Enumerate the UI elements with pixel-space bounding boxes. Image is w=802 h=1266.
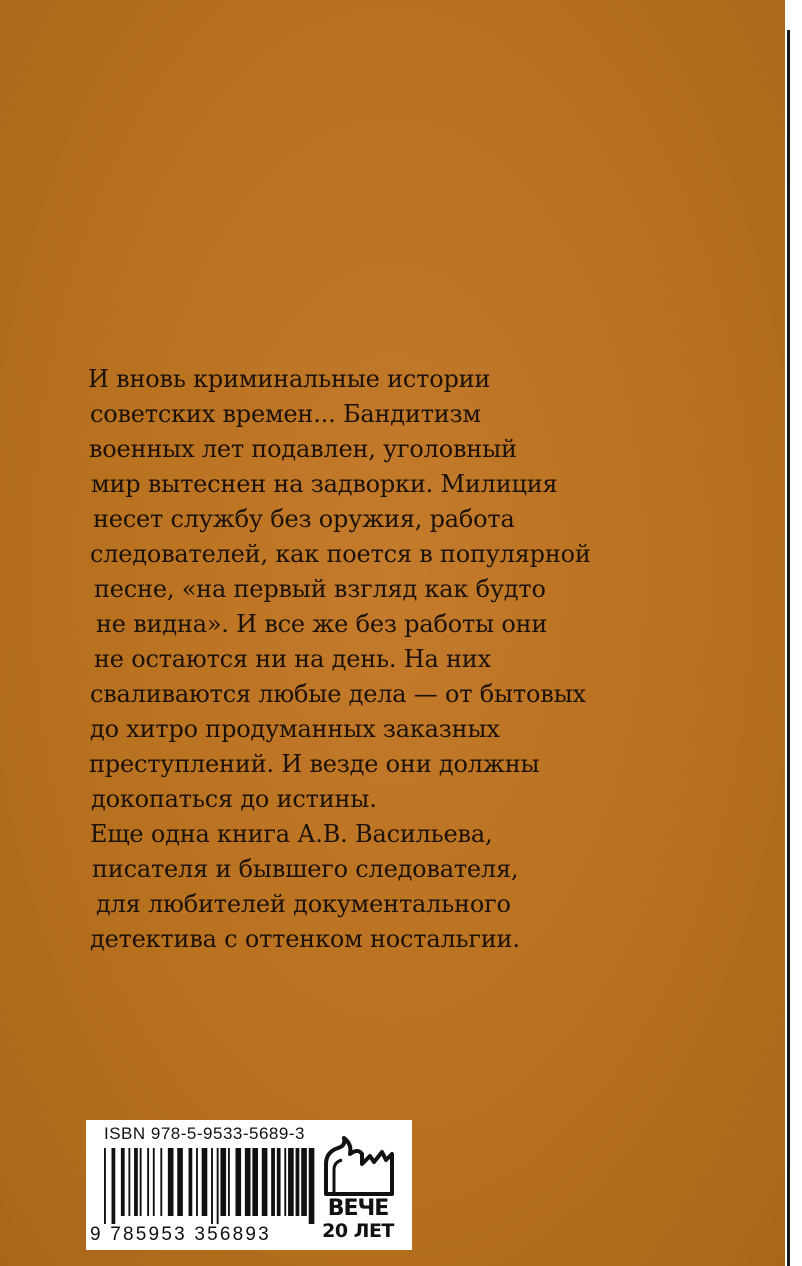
barcode-bar	[104, 1148, 106, 1224]
barcode-bar	[262, 1148, 268, 1216]
barcode-bar	[217, 1148, 219, 1224]
barcode-bar	[296, 1148, 300, 1216]
blurb-line: преступлений. И везде они должны	[89, 750, 540, 778]
blurb-line: для любителей документального	[96, 890, 511, 918]
blurb-line: советских времен... Бандитизм	[90, 400, 481, 428]
barcode-bar	[153, 1148, 155, 1216]
barcode-bar	[228, 1148, 230, 1216]
barcode-bar	[147, 1148, 149, 1216]
isbn-number: ISBN 978-5-9533-5689-3	[104, 1124, 305, 1143]
publisher-name: ВЕЧЕ	[327, 1196, 389, 1221]
blurb-line: песне, «на первый взгляд как будто	[94, 575, 546, 603]
barcode-bar	[277, 1148, 281, 1216]
blurb-line: сваливаются любые дела — от бытовых	[90, 680, 586, 708]
barcode-bar	[288, 1148, 294, 1216]
barcode-bar	[245, 1148, 251, 1216]
barcode-bar	[284, 1148, 286, 1216]
barcode-bar	[134, 1148, 138, 1216]
blurb-line: военных лет подавлен, уголовный	[89, 435, 517, 463]
blurb-line: мир вытеснен на задворки. Милиция	[91, 470, 558, 498]
blurb-line: не остаются ни на день. На них	[94, 645, 491, 673]
barcode-bar	[220, 1148, 226, 1216]
blurb-line: докопаться до истины.	[91, 785, 377, 813]
barcode-digits: 9 785953 356893	[90, 1224, 271, 1245]
blurb-line: следователей, как поется в популярной	[90, 540, 591, 568]
publisher-years: 20 ЛЕТ	[322, 1220, 394, 1242]
blurb-line: Еще одна книга А.В. Васильева,	[90, 820, 493, 848]
barcode-bar	[196, 1148, 198, 1216]
barcode	[104, 1148, 320, 1224]
barcode-bar	[271, 1148, 275, 1216]
blurb-line: детектива с оттенком ностальгии.	[90, 925, 520, 953]
barcode-bar	[309, 1148, 315, 1224]
barcode-bar	[211, 1148, 213, 1224]
publisher-logo	[316, 1134, 400, 1246]
isbn-label	[86, 1120, 412, 1250]
blurb-line: И вновь криминальные истории	[88, 365, 491, 393]
barcode-bar	[301, 1148, 307, 1216]
barcode-bar	[168, 1148, 174, 1216]
castle-icon	[316, 1134, 400, 1198]
barcode-bar	[121, 1148, 125, 1216]
barcode-bar	[189, 1148, 193, 1216]
blurb-text	[88, 362, 608, 957]
blurb-line: не видна». И все же без работы они	[96, 610, 548, 638]
barcode-bar	[160, 1148, 162, 1216]
barcode-bar	[252, 1148, 258, 1216]
barcode-bar	[140, 1148, 142, 1216]
blurb-line: несет службу без оружия, работа	[93, 505, 515, 533]
barcode-bar	[235, 1148, 241, 1216]
blurb-line: до хитро продуманных заказных	[90, 715, 500, 743]
barcode-bar	[177, 1148, 183, 1216]
barcode-bar	[202, 1148, 208, 1216]
barcode-bar	[128, 1148, 130, 1216]
spine-line	[787, 30, 790, 1266]
blurb-line: писателя и бывшего следователя,	[92, 855, 519, 883]
barcode-bar	[112, 1148, 116, 1224]
